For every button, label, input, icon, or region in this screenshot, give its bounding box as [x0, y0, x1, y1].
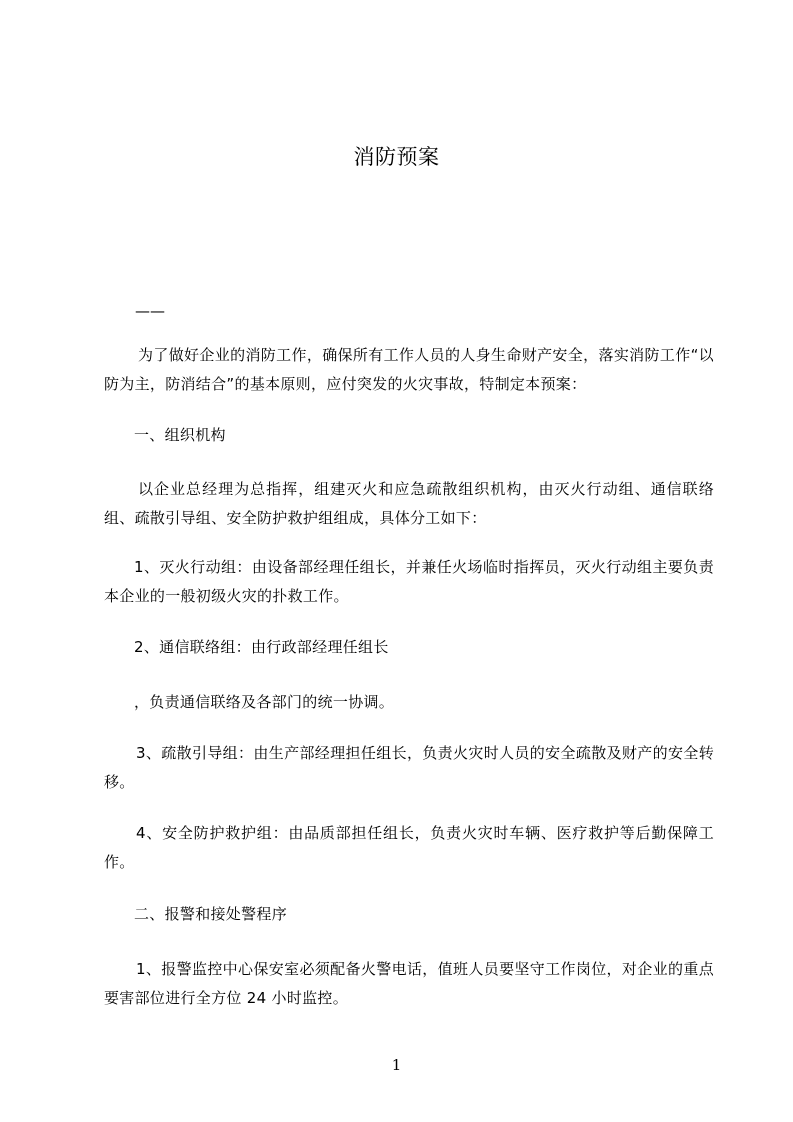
paragraph-communication-group: 2、通信联络组：由行政部经理任组长	[134, 638, 389, 656]
paragraph-firefighting-group: 1、灭火行动组：由设备部经理任组长，并兼任火场临时指挥员，灭火行动组主要负责本企业的一般初级火灾的扑救工作。	[104, 558, 714, 605]
page-number: 1	[391, 1056, 402, 1074]
section-heading-organization: 一、组织机构	[134, 426, 226, 444]
paragraph-evacuation-group: 3、疏散引导组：由生产部经理担任组长，负责火灾时人员的安全疏散及财产的安全转移。	[104, 744, 714, 791]
paragraph-alarm-monitoring: 1、报警监控中心保安室必须配备火警电话，值班人员要坚守工作岗位，对企业的重点要害部位进行全方位 24 小时监控。	[104, 960, 714, 1007]
paragraph-communication-duty: ，负责通信联络及各部门的统一协调。	[134, 693, 395, 711]
section-heading-alarm: 二、报警和接处警程序	[134, 905, 288, 923]
paragraph-organization: 以企业总经理为总指挥，组建灭火和应急疏散组织机构，由灭火行动组、通信联络组、疏散引导组、安全防护救护组组成，具体分工如下：	[104, 480, 714, 527]
paragraph-intro: 为了做好企业的消防工作，确保所有工作人员的人身生命财产安全，落实消防工作“以防为主，防消结合”的基本原则，应付突发的火灾事故，特制定本预案：	[104, 346, 714, 393]
document-title: 消防预案	[353, 145, 440, 169]
separator-dash: ——	[135, 302, 165, 320]
paragraph-safety-rescue-group: 4、安全防护救护组：由品质部担任组长，负责火灾时车辆、医疗救护等后勤保障工作。	[104, 824, 714, 871]
